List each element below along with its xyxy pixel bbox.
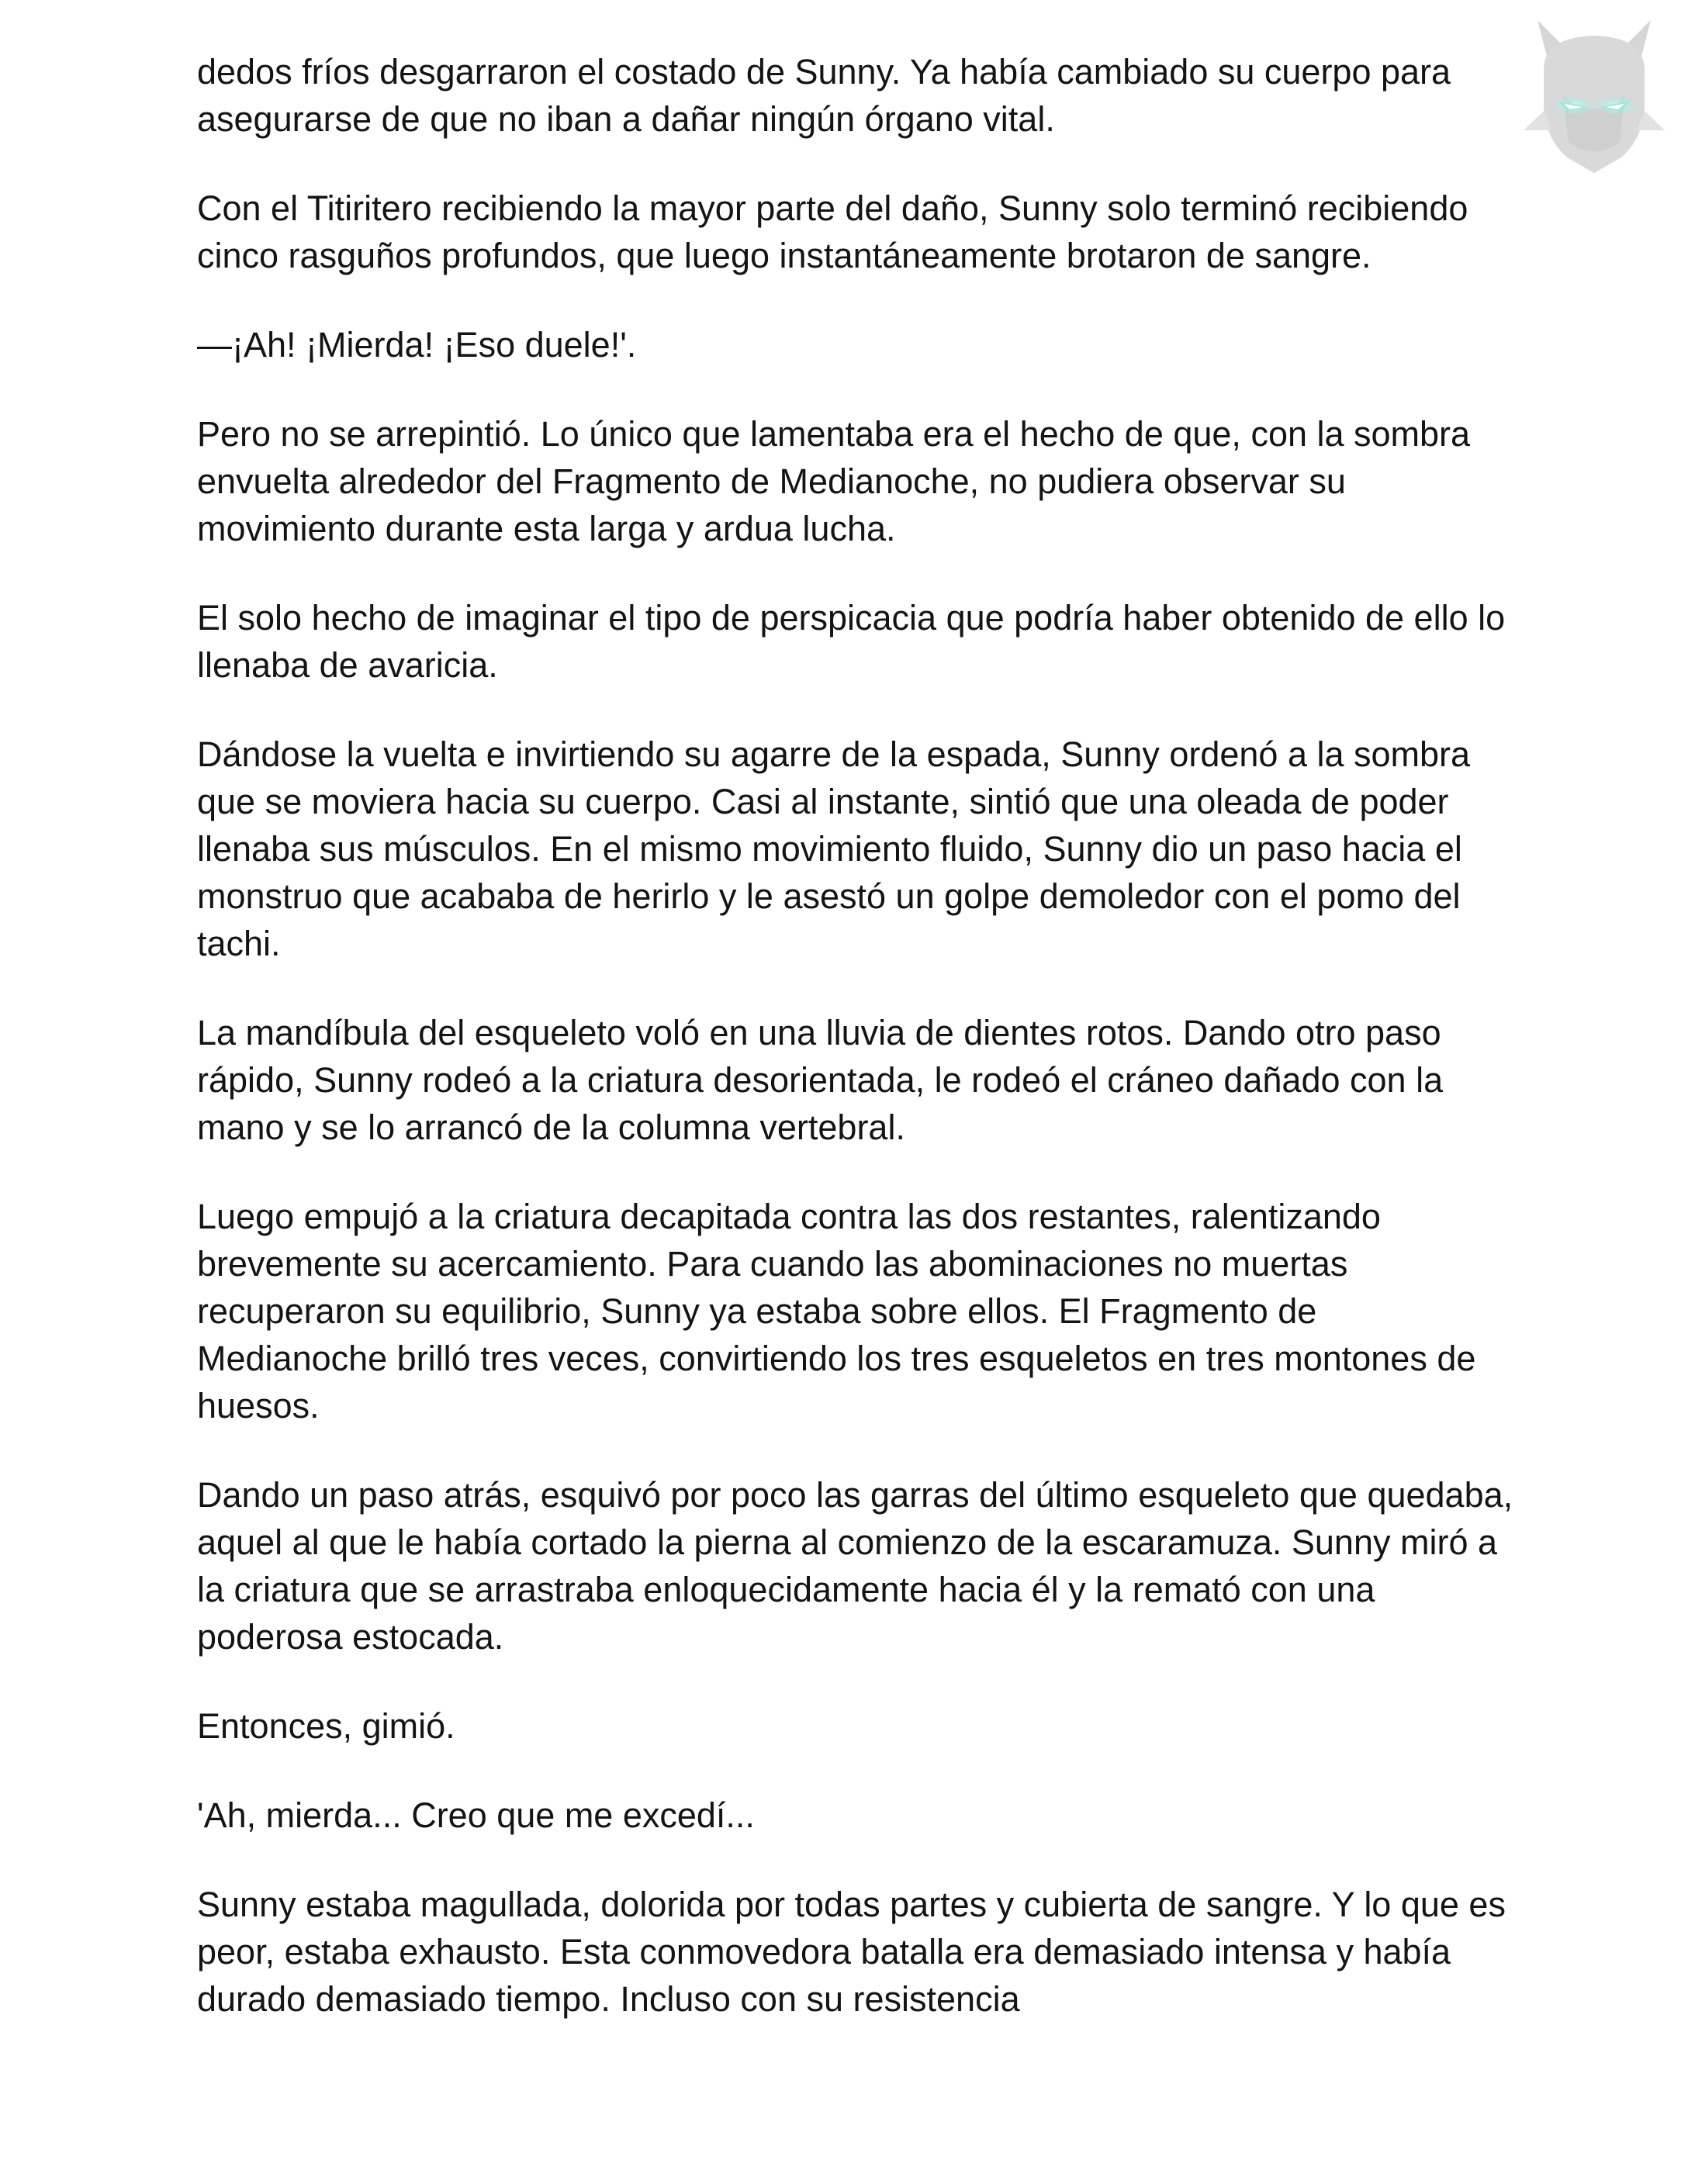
paragraph: Pero no se arrepintió. Lo único que lamentaba era el hecho de que, con la sombra envuelta alrededor del Fragmento de Medianoche, no pudiera observar su movimiento durante esta larga y ardua lucha.	[197, 414, 1471, 548]
paragraph: Luego empujó a la criatura decapitada contra las dos restantes, ralentizando brevemente su acercamiento. Para cuando las abominaciones no muertas recuperaron su equilibrio, Sunny ya estaba sobre ellos. El Fragmento de Medianoche brilló tres veces, convirtiendo los tres esqueletos en tres montones de huesos.	[197, 1197, 1476, 1425]
paragraph: Dándose la vuelta e invirtiendo su agarre de la espada, Sunny ordenó a la sombra que se moviera hacia su cuerpo. Casi al instante, sintió que una oleada de poder llenaba sus músculos. En el mismo movimiento fluido, Sunny dio un paso hacia el monstruo que acababa de herirlo y le asestó un golpe demoledor con el pomo del tachi.	[197, 734, 1471, 963]
paragraph: Con el Titiritero recibiendo la mayor parte del daño, Sunny solo terminó recibiendo cinco rasguños profundos, que luego instantáneamente brotaron de sangre.	[197, 188, 1468, 275]
paragraph: 'Ah, mierda... Creo que me excedí...	[197, 1795, 755, 1835]
paragraph: Dando un paso atrás, esquivó por poco las garras del último esqueleto que quedaba, aquel al que le había cortado la pierna al comienzo de la escaramuza. Sunny miró a la criatura que se arrastraba enloquecidamente hacia él y la remató con una poderosa estocada.	[197, 1475, 1513, 1657]
body-text	[197, 48, 1516, 2065]
paragraph: dedos fríos desgarraron el costado de Sunny. Ya había cambiado su cuerpo para asegurarse de que no iban a dañar ningún órgano vital.	[197, 52, 1451, 139]
paragraph: La mandíbula del esqueleto voló en una lluvia de dientes rotos. Dando otro paso rápido, Sunny rodeó a la criatura desorientada, le rodeó el cráneo dañado con la mano y se lo arrancó de la columna vertebral.	[197, 1013, 1444, 1147]
paragraph: —¡Ah! ¡Mierda! ¡Eso duele!'.	[197, 325, 637, 365]
paragraph: El solo hecho de imaginar el tipo de perspicacia que podría haber obtenido de ello lo llenaba de avaricia.	[197, 598, 1506, 685]
paragraph: Entonces, gimió.	[197, 1706, 455, 1746]
paragraph: Sunny estaba magullada, dolorida por todas partes y cubierta de sangre. Y lo que es peor, estaba exhausto. Esta conmovedora batalla era demasiado intensa y había durado demasiado tiempo. Incluso con su resistencia	[197, 1885, 1506, 2019]
demon-head-logo-icon	[1520, 14, 1668, 185]
